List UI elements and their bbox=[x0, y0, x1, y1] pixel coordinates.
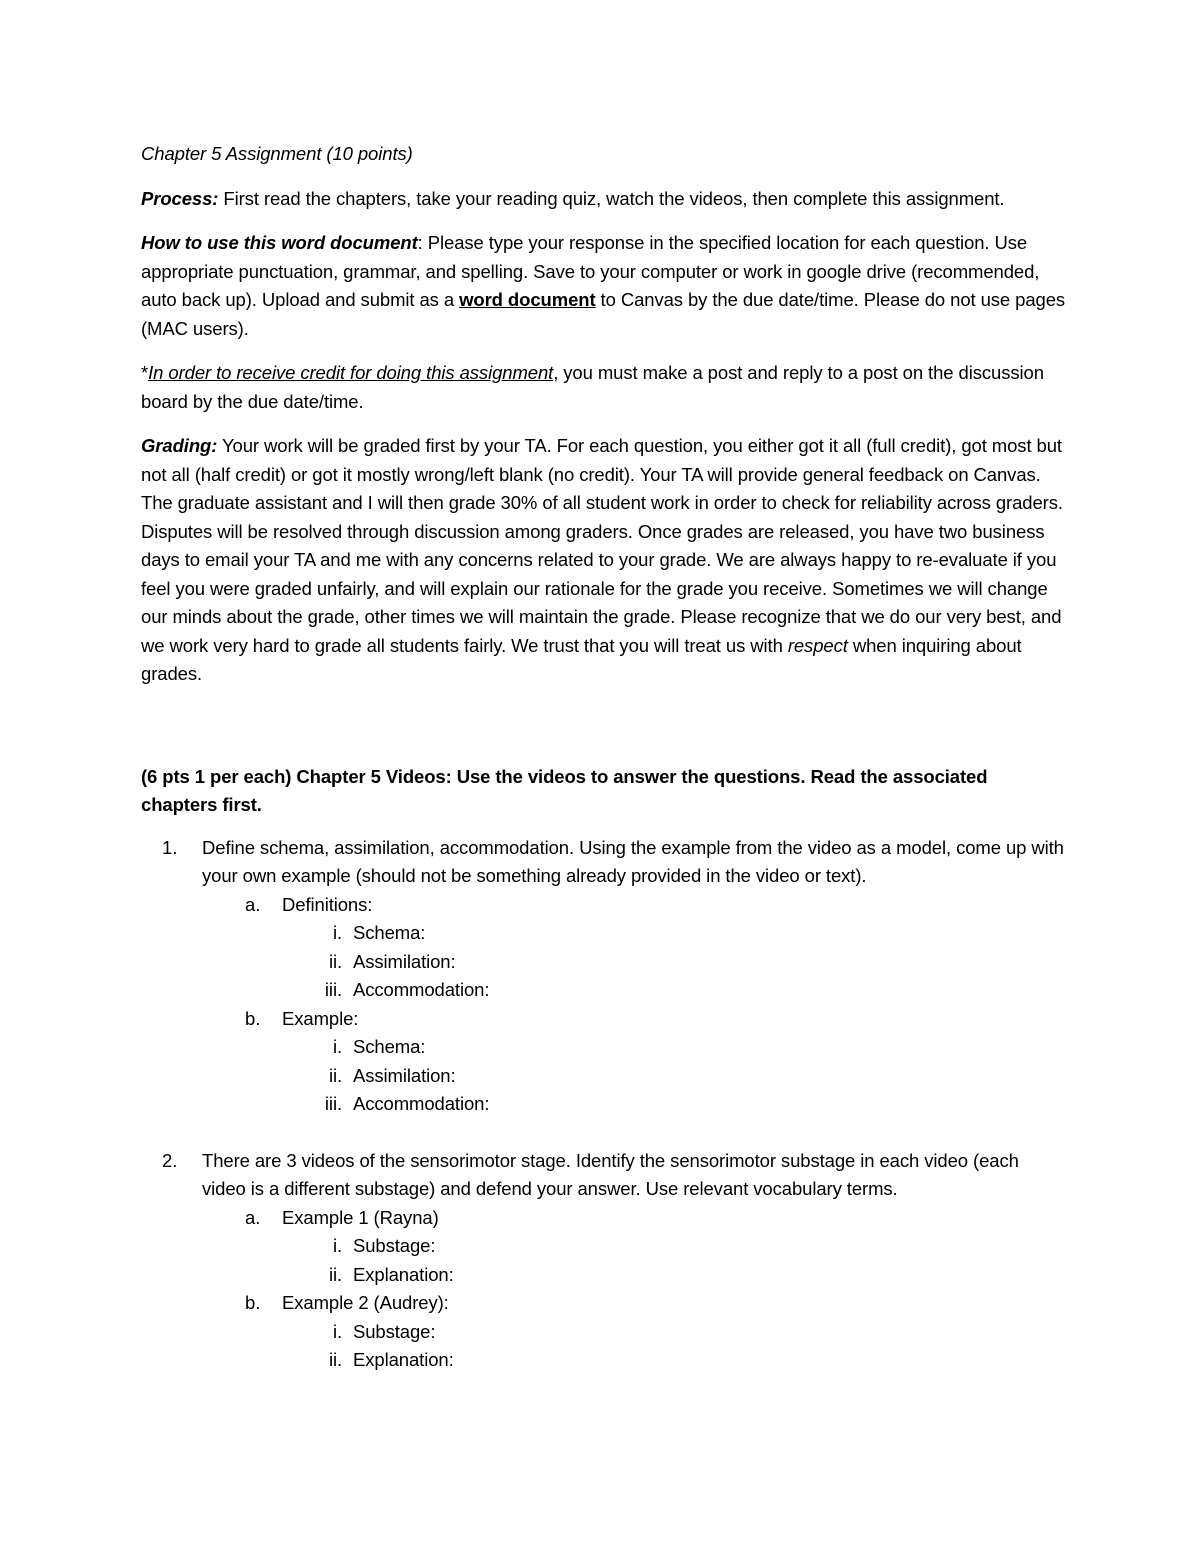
word-document-emphasis: word document bbox=[459, 289, 596, 310]
roman-numeral: ii. bbox=[328, 1064, 342, 1086]
roman-numeral: i. bbox=[332, 1235, 342, 1256]
answer-item bbox=[202, 1346, 1066, 1375]
how-to-paragraph bbox=[141, 229, 1066, 343]
sub-letter: b. bbox=[245, 1007, 261, 1029]
answer-label: Accommodation: bbox=[353, 1093, 490, 1114]
roman-numeral: iii. bbox=[324, 979, 342, 1000]
sub-item bbox=[202, 1289, 1066, 1318]
grading-paragraph bbox=[141, 432, 1066, 689]
credit-text: , you must make a post and reply to a post on the discussion board by the due date/time. bbox=[141, 362, 1044, 412]
sub-letter: b. bbox=[245, 1292, 261, 1313]
sub-label: Example 2 (Audrey): bbox=[282, 1292, 449, 1313]
roman-numeral: i. bbox=[332, 1036, 342, 1057]
answer-item bbox=[202, 1062, 1066, 1091]
process-paragraph bbox=[141, 185, 1066, 214]
answer-label: Schema: bbox=[353, 922, 426, 943]
answer-item bbox=[202, 1261, 1066, 1290]
document-body bbox=[141, 140, 1066, 1375]
roman-numeral: ii. bbox=[328, 1349, 342, 1370]
sub-item bbox=[202, 1005, 1066, 1034]
answer-item bbox=[202, 1033, 1066, 1062]
question-text: Define schema, assimilation, accommodation. Using the example from the video as a model, come up with your own example (should not be something already provided in the video or text). bbox=[202, 836, 1064, 886]
answer-label: Assimilation: bbox=[353, 950, 456, 972]
sub-letter: a. bbox=[245, 893, 261, 915]
answer-item bbox=[202, 1318, 1066, 1347]
question-item bbox=[141, 1147, 1066, 1375]
answer-label: Substage: bbox=[353, 1320, 436, 1342]
grading-label: Grading: bbox=[141, 435, 218, 456]
answer-label: Schema: bbox=[353, 1036, 426, 1057]
grading-text-2: when inquiring about grades. bbox=[141, 634, 1022, 684]
answer-label: Accommodation: bbox=[353, 979, 490, 1000]
process-label: Process: bbox=[141, 187, 219, 209]
answer-item bbox=[202, 1232, 1066, 1261]
assignment-title: Chapter 5 Assignment (10 points) bbox=[141, 143, 413, 164]
how-to-label: How to use this word document bbox=[141, 232, 418, 253]
sub-label: Definitions: bbox=[282, 893, 373, 915]
grading-text-1: Your work will be graded first by your TA. For each question, you either got it all (full credit), got most but not all (half credit) or got it mostly wrong/left blank (no credit). Your TA will provide general feedback on Canvas. The graduate assistant and I will then grade 30% of all student work in order to check for reliability across graders. Disputes will be resolved through discussion among graders. Once grades are released, you have two business days to email your TA and me with any concerns related to your grade. We are always happy to re-evaluate if you feel you were graded unfairly, and will explain our rationale for the grade you receive. Sometimes we will change our minds about the grade, other times we will maintain the grade. Please recognize that we do our very best, and we work very hard to grade all students fairly. We trust that you will treat us with bbox=[141, 435, 1063, 656]
roman-numeral: ii. bbox=[328, 1263, 342, 1285]
roman-numeral: i. bbox=[332, 922, 342, 943]
answer-label: Substage: bbox=[353, 1235, 436, 1256]
roman-numeral: ii. bbox=[328, 950, 342, 972]
question-list bbox=[141, 834, 1066, 1375]
answer-item bbox=[202, 976, 1066, 1005]
section-heading: (6 pts 1 per each) Chapter 5 Videos: Use the videos to answer the questions. Read the associated chapters first. bbox=[141, 765, 988, 815]
how-to-text-1: : Please type your response in the specified location for each question. Use appropriate punctuation, grammar, and spelling. Save to your computer or work in google drive (recommended, auto back up). Upload and submit as a bbox=[141, 232, 1040, 310]
question-number: 2. bbox=[162, 1149, 178, 1171]
sub-item bbox=[202, 1204, 1066, 1233]
question-text: There are 3 videos of the sensorimotor stage. Identify the sensorimotor substage in each video (each video is a different substage) and defend your answer. Use relevant vocabulary terms. bbox=[202, 1149, 1019, 1199]
answer-label: Assimilation: bbox=[353, 1064, 456, 1086]
roman-numeral: i. bbox=[332, 1320, 342, 1342]
roman-numeral: iii. bbox=[324, 1093, 342, 1114]
question-number: 1. bbox=[162, 836, 178, 858]
credit-asterisk: * bbox=[141, 362, 149, 383]
sub-label: Example 1 (Rayna) bbox=[282, 1206, 439, 1228]
answer-item bbox=[202, 1090, 1066, 1119]
sub-letter: a. bbox=[245, 1206, 261, 1228]
answer-item bbox=[202, 919, 1066, 948]
sub-item bbox=[202, 891, 1066, 920]
sub-label: Example: bbox=[282, 1007, 359, 1029]
sub-list bbox=[202, 1204, 1066, 1375]
question-item bbox=[141, 834, 1066, 1119]
how-to-text-2: to Canvas by the due date/time. Please do not use pages (MAC users). bbox=[141, 289, 1066, 339]
sub-list bbox=[202, 891, 1066, 1119]
answer-item bbox=[202, 948, 1066, 977]
answer-label: Explanation: bbox=[353, 1263, 454, 1285]
credit-emphasis: In order to receive credit for doing this assignment bbox=[148, 362, 554, 383]
respect-emphasis: respect bbox=[787, 634, 848, 656]
credit-paragraph bbox=[141, 359, 1066, 416]
answer-label: Explanation: bbox=[353, 1349, 454, 1370]
process-text: First read the chapters, take your reading quiz, watch the videos, then complete this assignment. bbox=[218, 187, 1005, 209]
